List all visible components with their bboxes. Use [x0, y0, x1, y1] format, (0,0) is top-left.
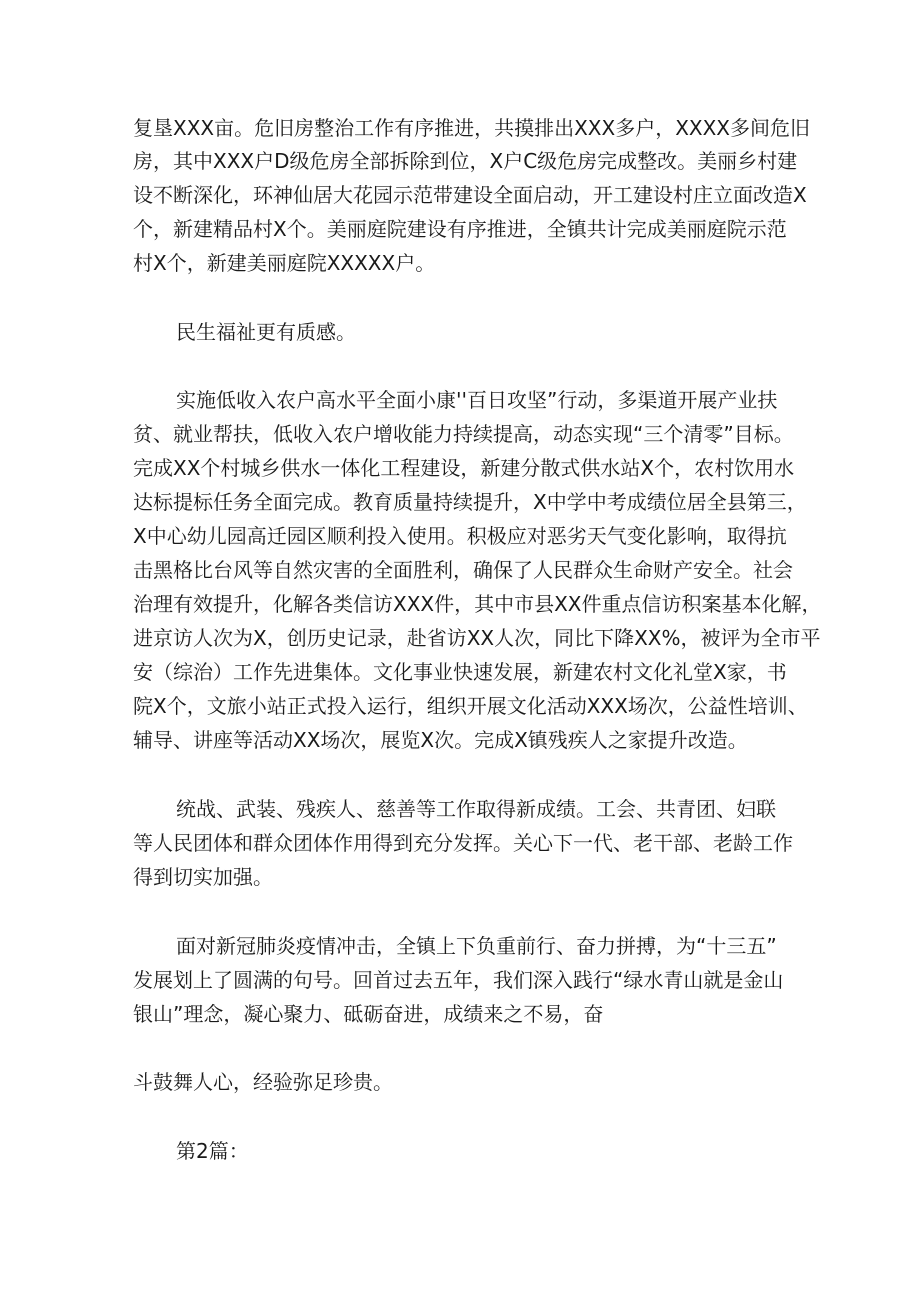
- section-heading: 民生福祉更有质感。: [176, 320, 356, 344]
- text-line: 贫、就业帮扶，低收入农户增收能力持续提高，动态实现“三个清零”目标。: [133, 422, 794, 446]
- text-line: 达标提标任务全面完成。教育质量持续提升，X中学中考成绩位居全县第三，: [133, 490, 807, 514]
- text-line: 安（综治）工作先进集体。文化事业快速发展，新建农村文化礼堂X家，书: [133, 660, 787, 684]
- text-line: 面对新冠肺炎疫情冲击，全镇上下负重前行、奋力拼搏，为“十三五”: [176, 934, 777, 958]
- text-line: 发展划上了圆满的句号。回首过去五年，我们深入践行“绿水青山就是金山: [133, 968, 784, 992]
- text-line: 个，新建精品村X个。美丽庭院建设有序推进，全镇共计完成美丽庭院示范: [133, 217, 787, 241]
- text-line: 等人民团体和群众团体作用得到充分发挥。关心下一代、老干部、老龄工作: [133, 831, 793, 855]
- section-heading: 第2篇：: [176, 1139, 249, 1163]
- text-line: 治理有效提升，化解各类信访XXX件，其中市县XX件重点信访积案基本化解，: [133, 592, 822, 616]
- text-line: 统战、武装、残疾人、慈善等工作取得新成绩。工会、共青团、妇联: [176, 797, 776, 821]
- text-line: 复垦XXX亩。危旧房整治工作有序推进，共摸排出XXX多户，XXXX多间危旧: [133, 116, 811, 140]
- text-line: 得到切实加强。: [133, 865, 273, 889]
- text-line: 完成XX个村城乡供水一体化工程建设，新建分散式供水站X个，农村饮用水: [133, 456, 795, 480]
- text-line: 银山”理念，凝心聚力、砥砺奋进，成绩来之不易，奋: [133, 1002, 604, 1026]
- text-line: 实施低收入农户高水平全面小康''百日攻坚”行动，多渠道开展产业扶: [176, 388, 778, 412]
- text-line: 击黑格比台风等自然灾害的全面胜利，确保了人民群众生命财产安全。社会: [133, 558, 793, 582]
- text-line: 设不断深化，环神仙居大花园示范带建设全面启动，开工建设村庄立面改造X: [133, 183, 807, 207]
- text-line: 院X个，文旅小站正式投入运行，组织开展文化活动XXX场次，公益性培训、: [133, 694, 808, 718]
- text-line: 房，其中XXX户D级危房全部拆除到位，X户C级危房完成整改。美丽乡村建: [133, 149, 798, 173]
- text-line: 斗鼓舞人心，经验弥足珍贵。: [133, 1070, 393, 1094]
- text-line: X中心幼儿园高迁园区顺利投入使用。积极应对恶劣天气变化影响，取得抗: [133, 524, 787, 548]
- text-line: 辅导、讲座等活动XX场次，展览X次。完成X镇残疾人之家提升改造。: [133, 728, 748, 752]
- text-line: 进京访人次为X，创历史记录，赴省访XX人次，同比下降XX%，被评为全市平: [133, 626, 821, 650]
- text-line: 村X个，新建美丽庭院XXXXX户。: [133, 251, 436, 275]
